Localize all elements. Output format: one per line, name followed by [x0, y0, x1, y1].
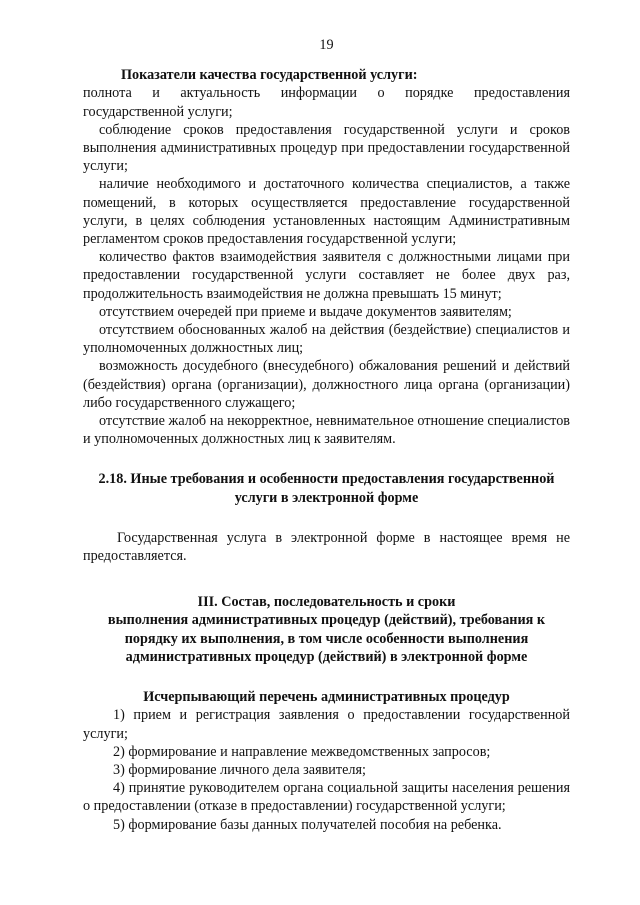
- procedure-item: 3) формирование личного дела заявителя;: [113, 761, 366, 778]
- section-218-heading: [83, 470, 570, 506]
- procedures-list: [83, 706, 570, 833]
- section-iii-title-line: III. Состав, последовательность и сроки: [197, 594, 456, 611]
- procedure-item: 2) формирование и направление межведомственных запросов;: [113, 743, 491, 760]
- section-iii-title-line: порядку их выполнения, в том числе особенности выполнения: [124, 630, 529, 647]
- quality-item: наличие необходимого и достаточного количества специалистов, а также помещений, в которых осуществляется предоставление государственной услуги, в целях соблюдения установленных настоящим Административным регламентом сроков предоставления государственной услуги;: [83, 176, 570, 248]
- quality-item: возможность досудебного (внесудебного) обжалования решений и действий (бездействия) органа (организации), должностного лица органа (организации) либо государственного служащего;: [83, 358, 570, 411]
- section-iii-title-line: административных процедур (действий) в электронной форме: [125, 648, 528, 665]
- quality-item: отсутствие жалоб на некорректное, невнимательное отношение специалистов и уполномоченных должностных лиц к заявителям.: [83, 413, 570, 448]
- quality-item: количество фактов взаимодействия заявителя с должностными лицами при предоставлении государственной услуги составляет не более двух раз, продолжительность взаимодействия не должна превышать 15 минут;: [83, 249, 570, 302]
- section-iii-title-line: выполнения административных процедур (действий), требования к: [107, 612, 546, 629]
- quality-item: отсутствием обоснованных жалоб на действия (бездействие) специалистов и уполномоченных должностных лиц;: [83, 322, 570, 357]
- quality-indicators-title: Показатели качества государственной услуги:: [121, 67, 418, 84]
- procedure-item: 1) прием и регистрация заявления о предоставлении государственной услуги;: [83, 707, 570, 742]
- procedure-item: 4) принятие руководителем органа социальной защиты населения решения о предоставлении (отказе в предоставлении) государственной услуги;: [83, 780, 570, 815]
- procedure-item: 5) формирование базы данных получателей пособия на ребенка.: [113, 816, 502, 833]
- section-iii-heading: [83, 593, 570, 666]
- quality-item: соблюдение сроков предоставления государственной услуги и сроков выполнения административных процедур при предоставлении государственной услуги;: [83, 121, 570, 175]
- quality-item: отсутствием очередей при приеме и выдаче документов заявителям;: [99, 303, 512, 320]
- quality-item: полнота и актуальность информации о порядке предоставления государственной услуги;: [83, 85, 570, 120]
- section-218-text: Государственная услуга в электронной форме в настоящее время не предоставляется.: [83, 529, 570, 565]
- page-number: 19: [319, 37, 334, 53]
- section-218-title-line: 2.18. Иные требования и особенности предоставления государственной: [98, 471, 555, 488]
- section-218-title-line: услуги в электронной форме: [234, 489, 419, 506]
- procedures-title: Исчерпывающий перечень административных процедур: [143, 689, 510, 706]
